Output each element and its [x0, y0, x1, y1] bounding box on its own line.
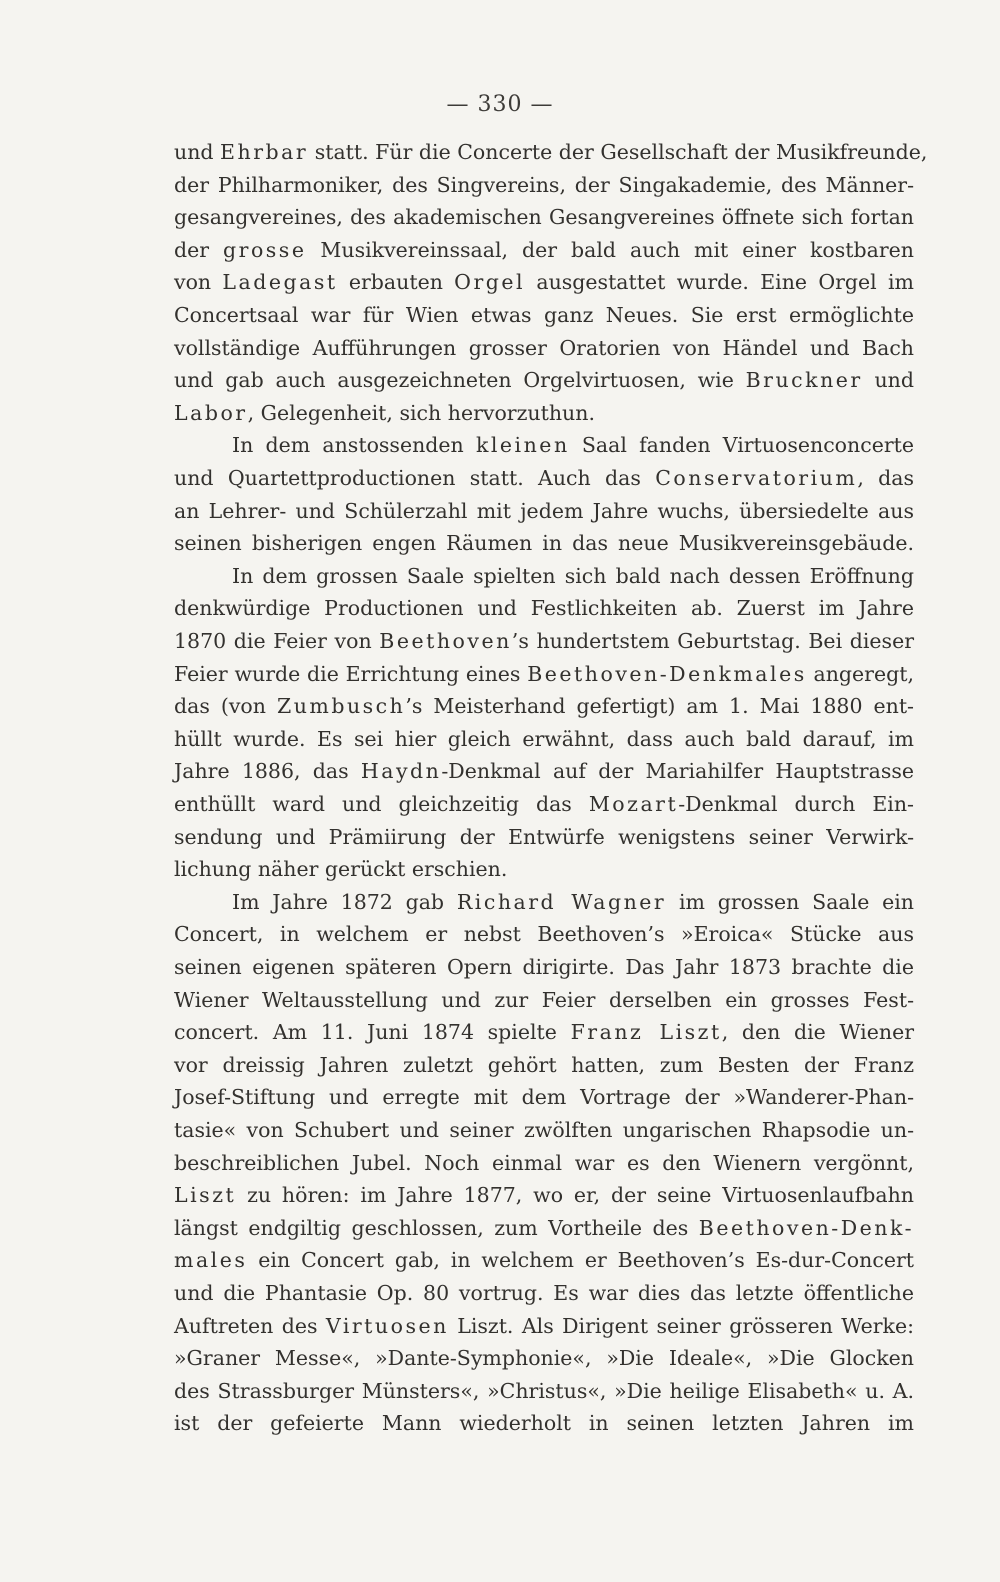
- text-line: [174, 792, 914, 825]
- text-segment: -Denkmal durch Ein-: [678, 792, 914, 816]
- text-segment: sendung und Prämiirung der Entwürfe wenigstens seiner Verwirk-: [174, 824, 914, 849]
- text-segment: und: [862, 368, 914, 393]
- text-line: [174, 1085, 914, 1118]
- text-segment: von: [174, 270, 223, 295]
- text-line: [174, 759, 914, 792]
- text-segment: längst endgiltig geschlossen, zum Vortheile des: [174, 1215, 699, 1240]
- text-segment: concert. Am 11. Juni 1874 spielte: [174, 1020, 571, 1045]
- text-segment: ein Concert gab, in welchem er Beethoven’s Es-dur-Concert: [247, 1248, 914, 1273]
- spaced-emphasis: Mozart: [588, 792, 679, 816]
- text-segment: »Graner Messe«, »Dante-Symphonie«, »Die Ideale«, »Die Glocken: [174, 1346, 914, 1371]
- text-line: [174, 303, 914, 336]
- text-segment: lichung näher gerückt erschien.: [174, 857, 508, 882]
- spaced-emphasis: Zumbusch: [276, 694, 406, 719]
- text-line: [174, 922, 914, 955]
- text-line: [174, 466, 914, 499]
- text-segment: Concertsaal war für Wien etwas ganz Neues. Sie erst ermöglichte: [174, 303, 914, 327]
- text-segment: Josef-Stiftung und erregte mit dem Vortrage der »Wanderer-Phan-: [174, 1085, 914, 1110]
- text-line: [174, 531, 914, 564]
- text-segment: und gab auch ausgezeichneten Orgelvirtuosen, wie: [174, 368, 746, 393]
- spaced-emphasis: Beethoven: [379, 629, 512, 653]
- text-segment: -Denkmal auf der Mariahilfer Hauptstrasse: [441, 759, 914, 784]
- text-line: [174, 955, 914, 988]
- spaced-emphasis: Orgel: [454, 270, 526, 295]
- text-line: [174, 270, 914, 303]
- spaced-emphasis: Labor: [174, 400, 248, 425]
- text-segment: Liszt. Als Dirigent seiner grösseren Werke:: [448, 1313, 914, 1338]
- text-line: [174, 890, 914, 923]
- text-line: [174, 1216, 914, 1249]
- spaced-emphasis: Beethoven-Denkmales: [527, 661, 807, 686]
- text-line: [174, 1118, 914, 1151]
- text-line: [174, 1020, 914, 1053]
- text-line: [174, 205, 914, 238]
- text-line: [174, 662, 914, 695]
- text-segment: Wiener Weltausstellung und zur Feier derselben ein grosses Fest-: [174, 987, 914, 1012]
- spaced-emphasis: kleinen: [475, 433, 570, 458]
- text-line: [174, 564, 914, 597]
- text-segment: und: [174, 140, 221, 164]
- spaced-emphasis: Franz Liszt: [570, 1020, 722, 1045]
- spaced-emphasis: Virtuosen: [325, 1313, 449, 1338]
- text-segment: Musikvereinssaal, der bald auch mit einer kostbaren: [306, 237, 915, 262]
- text-segment: Saal fanden Virtuosenconcerte: [569, 433, 914, 458]
- text-segment: ausgestattet wurde. Eine Orgel im: [525, 270, 914, 295]
- text-segment: tasie« von Schubert und seiner zwölften ungarischen Rhapsodie un-: [174, 1118, 914, 1142]
- text-segment: In dem anstossenden: [232, 433, 476, 458]
- spaced-emphasis: Richard Wagner: [456, 889, 667, 914]
- spaced-emphasis: Ehrbar: [220, 140, 309, 164]
- text-line: [174, 238, 914, 271]
- text-line: [174, 1183, 914, 1216]
- text-line: [174, 1053, 914, 1086]
- text-line: [174, 433, 914, 466]
- text-line: [174, 1314, 914, 1347]
- text-line: [174, 1379, 914, 1412]
- text-segment: Jahre 1886, das: [174, 759, 361, 784]
- text-line: [174, 499, 914, 532]
- text-segment: seinen eigenen späteren Opern dirigirte. Das Jahr 1873 brachte die: [174, 955, 914, 979]
- text-segment: erbauten: [337, 270, 455, 295]
- text-line: [174, 727, 914, 760]
- text-segment: an Lehrer- und Schülerzahl mit jedem Jahre wuchs, übersiedelte aus: [174, 498, 914, 523]
- text-segment: Im Jahre 1872 gab: [232, 889, 457, 914]
- text-segment: des Strassburger Münsters«, »Christus«, »Die heilige Elisabeth« u. A.: [174, 1378, 914, 1403]
- text-segment: das (von: [174, 694, 277, 719]
- text-segment: , das: [857, 466, 915, 490]
- spaced-emphasis: Bruckner: [745, 368, 863, 393]
- spaced-emphasis: Beethoven-Denk-: [698, 1215, 914, 1240]
- text-segment: vor dreissig Jahren zuletzt gehört hatten, zum Besten der Franz: [174, 1052, 914, 1077]
- text-line: [174, 694, 914, 727]
- text-segment: Concert, in welchem er nebst Beethoven’s »Eroica« Stücke aus: [174, 922, 914, 947]
- text-line: [174, 1151, 914, 1184]
- text-segment: ist der gefeierte Mann wiederholt in seinen letzten Jahren im: [174, 1411, 914, 1436]
- text-segment: vollständige Aufführungen grosser Oratorien von Händel und Bach: [174, 335, 914, 360]
- text-segment: beschreiblichen Jubel. Noch einmal war es den Wienern vergönnt,: [174, 1150, 914, 1175]
- text-line: [174, 1248, 914, 1281]
- text-segment: denkwürdige Productionen und Festlichkeiten ab. Zuerst im Jahre: [174, 596, 914, 621]
- page-number: — 330 —: [446, 92, 554, 117]
- text-segment: seinen bisherigen engen Räumen in das neue Musikvereinsgebäude.: [174, 531, 914, 556]
- text-segment: hüllt wurde. Es sei hier gleich erwähnt, dass auch bald darauf, im: [174, 726, 914, 751]
- text-segment: statt. Für die Concerte der Gesellschaft der Musikfreunde,: [308, 140, 928, 164]
- text-line: [174, 857, 914, 890]
- spaced-emphasis: Haydn: [360, 759, 442, 784]
- text-segment: im grossen Saale ein: [666, 889, 914, 914]
- text-segment: enthüllt ward und gleichzeitig das: [174, 792, 589, 816]
- text-segment: der: [174, 237, 224, 262]
- text-segment: gesangvereines, des akademischen Gesangvereines öffnete sich fortan: [174, 205, 914, 230]
- spaced-emphasis: males: [174, 1248, 248, 1273]
- text-line: [174, 1346, 914, 1379]
- text-segment: und Quartettproductionen statt. Auch das: [174, 466, 656, 490]
- text-segment: der Philharmoniker, des Singvereins, der Singakademie, des Männer-: [174, 172, 914, 197]
- text-segment: ’s hundertstem Geburtstag. Bei dieser: [511, 629, 914, 653]
- text-line: [174, 825, 914, 858]
- spaced-emphasis: grosse: [223, 237, 307, 262]
- text-segment: ’s Meisterhand gefertigt) am 1. Mai 1880 ent-: [405, 694, 914, 719]
- text-segment: , Gelegenheit, sich hervorzuthun.: [247, 400, 595, 425]
- text-segment: 1870 die Feier von: [174, 629, 380, 653]
- text-line: [174, 1411, 914, 1444]
- text-segment: angeregt,: [806, 661, 914, 686]
- text-line: [174, 401, 914, 434]
- text-segment: zu hören: im Jahre 1877, wo er, der seine Virtuosenlaufbahn: [236, 1183, 914, 1208]
- text-line: [174, 336, 914, 369]
- spaced-emphasis: Conservatorium: [655, 466, 858, 490]
- text-segment: In dem grossen Saale spielten sich bald nach dessen Eröffnung: [232, 563, 914, 588]
- text-line: [174, 140, 928, 173]
- text-segment: Feier wurde die Errichtung eines: [174, 661, 528, 686]
- text-segment: Auftreten des: [174, 1313, 326, 1338]
- text-line: [174, 1281, 914, 1314]
- text-line: [174, 629, 914, 662]
- text-segment: , den die Wiener: [721, 1020, 914, 1045]
- text-line: [174, 988, 914, 1021]
- text-line: [174, 173, 914, 206]
- text-segment: und die Phantasie Op. 80 vortrug. Es war dies das letzte öffentliche: [174, 1281, 914, 1305]
- text-line: [174, 596, 914, 629]
- spaced-emphasis: Liszt: [174, 1183, 237, 1208]
- text-line: [174, 368, 914, 401]
- spaced-emphasis: Ladegast: [222, 270, 338, 295]
